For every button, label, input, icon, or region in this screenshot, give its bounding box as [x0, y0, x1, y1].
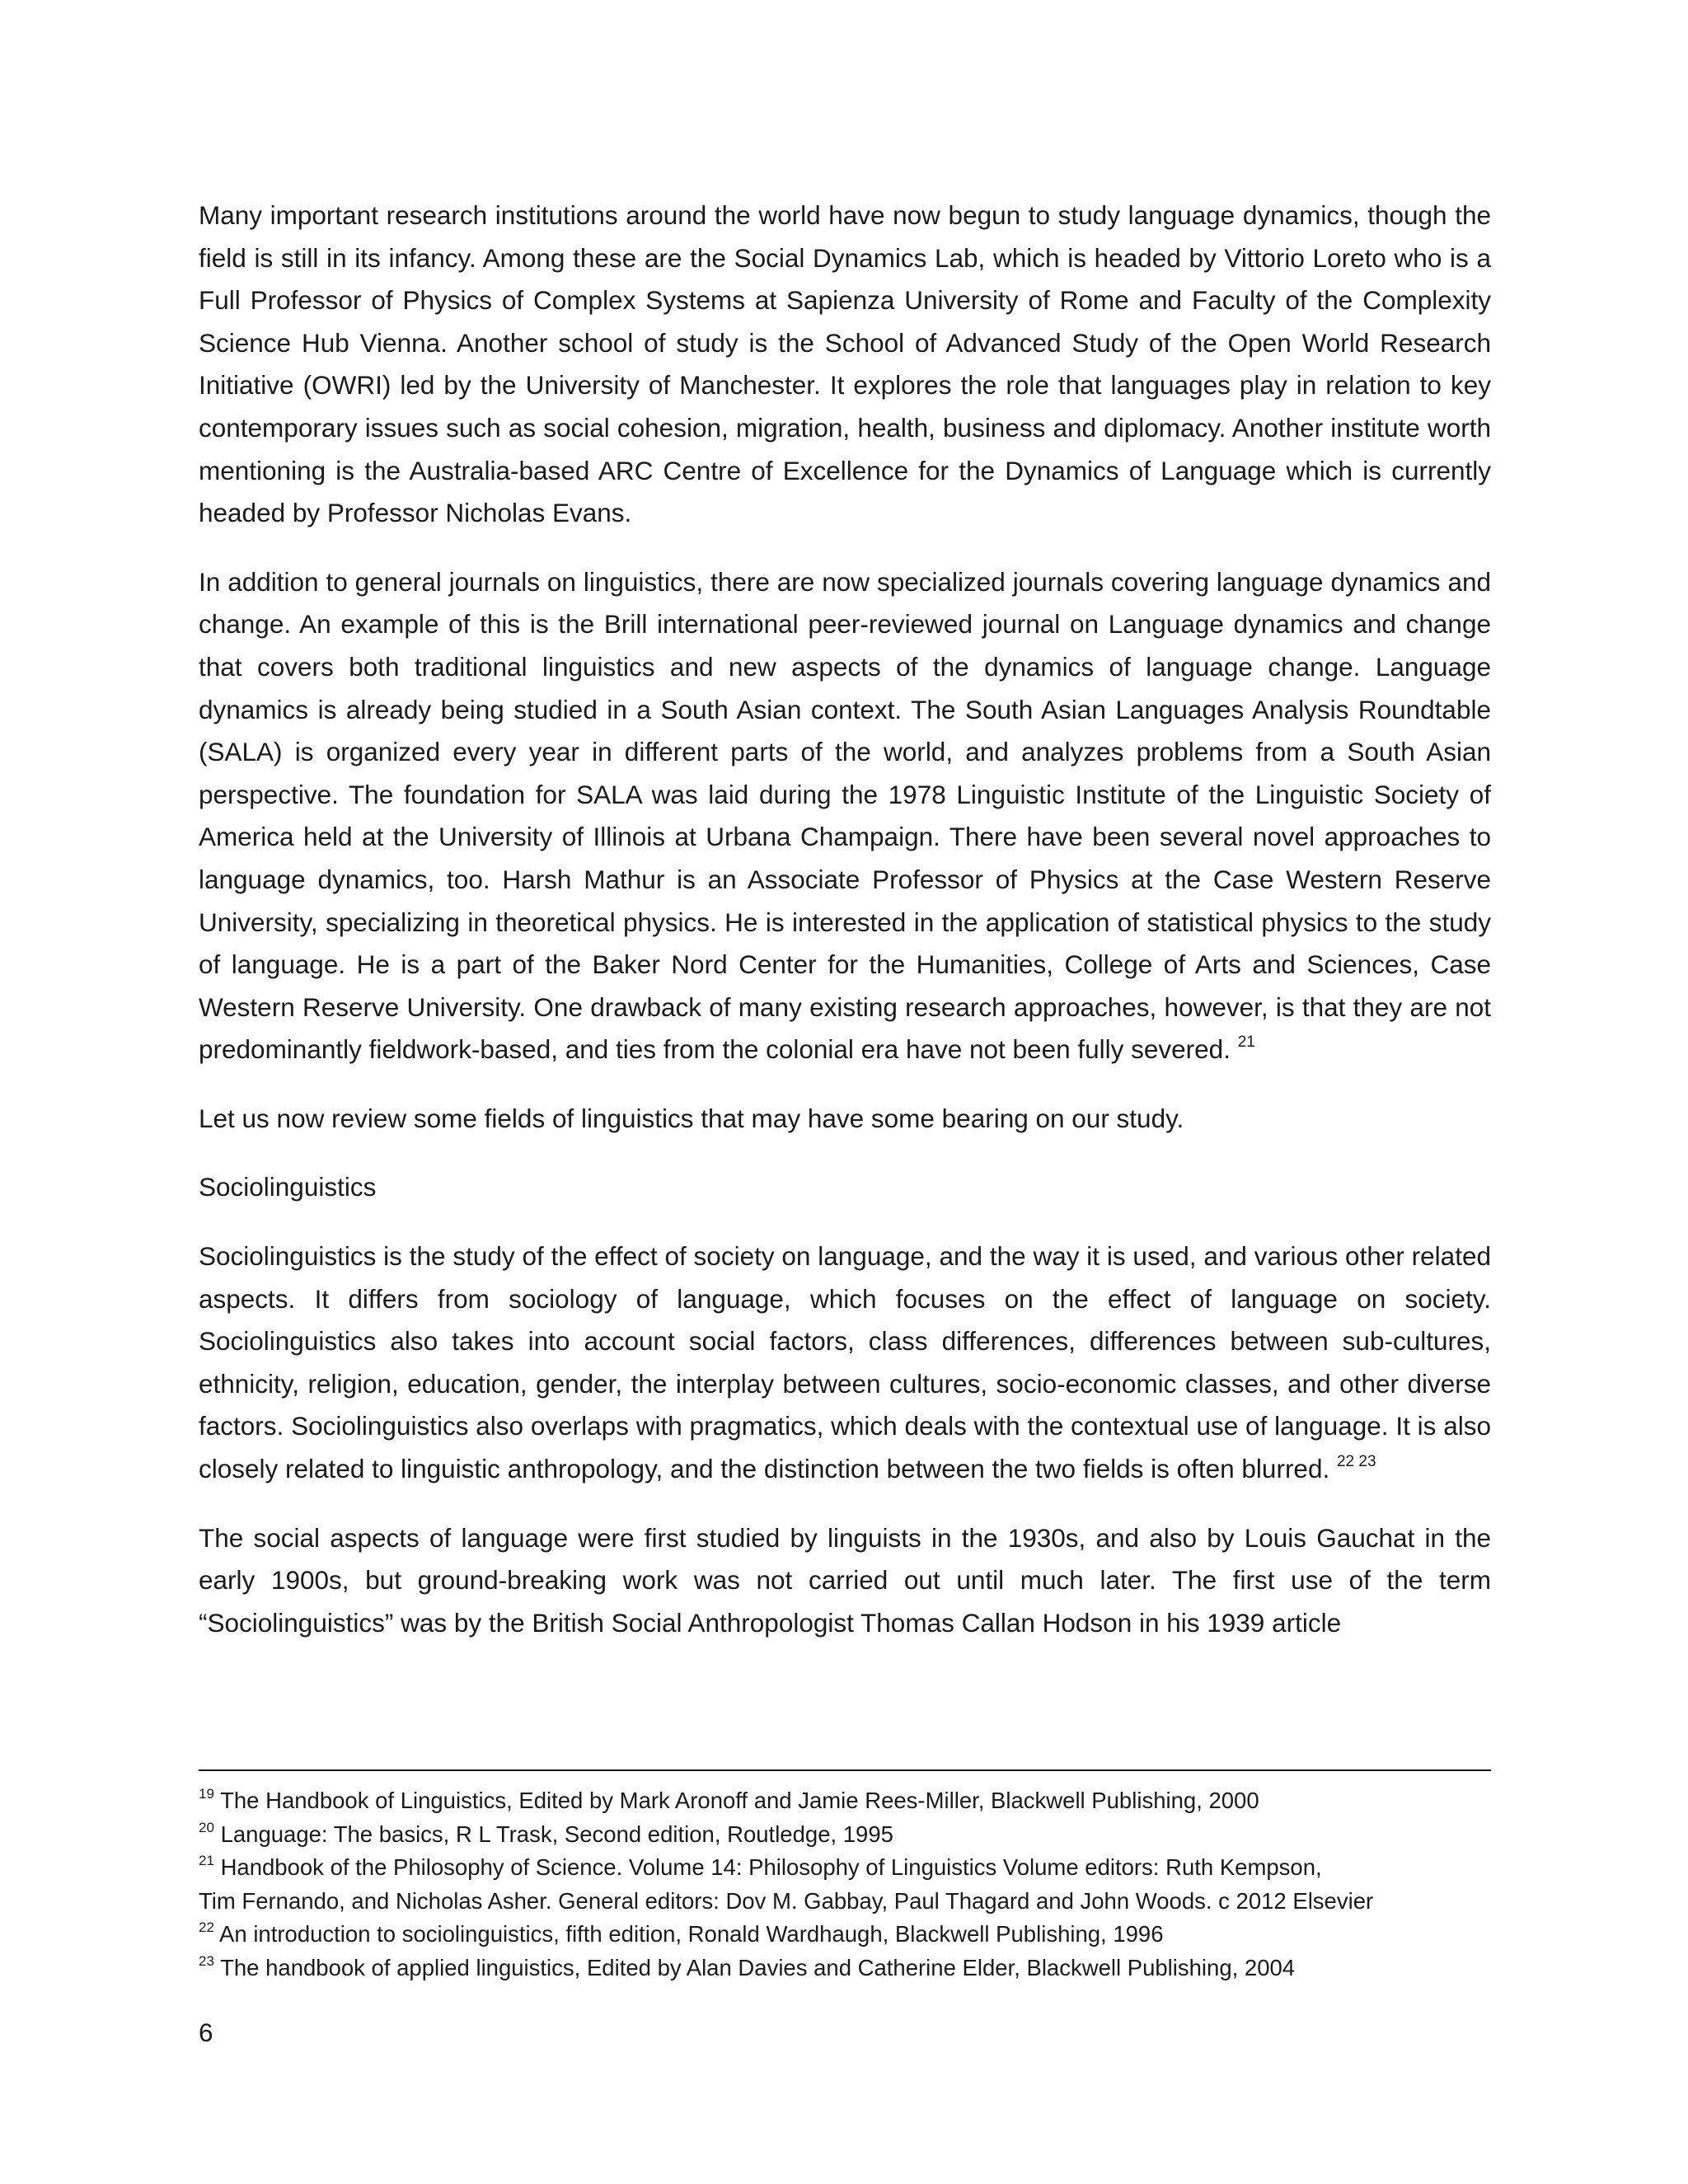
footnote-separator — [199, 1769, 1491, 1771]
footnote: $^{20}$ Language: The basics, R L Trask, Second edition, Routledge, 1995 — [199, 1819, 893, 1847]
footnotes — [199, 1784, 1501, 1985]
footnote-continuation: Tim Fernando, and Nicholas Asher. General editors: Dov M. Gabbay, Paul Thagard and John Woods. c 2012 Elsevier — [199, 1887, 1374, 1914]
paragraph-social-aspects-history: The social aspects of language were first studied by linguists in the 1930s, and also by Louis Gauchat in the early 1900s, but ground-breaking work was not carried out until much later. The first use of the term “Sociolinguistics” was by the British Social Anthropologist Thomas Callan Hodson in his 1939 article — [199, 1522, 1491, 1638]
footnote: $^{19}$ The Handbook of Linguistics, Edited by Mark Aronoff and Jamie Rees-Miller, Blackwell Publishing, 2000 — [199, 1786, 1259, 1813]
footnote-ref: 22 23 — [1336, 1452, 1376, 1470]
paragraph-review-intro: Let us now review some fields of linguistics that may have some bearing on our study. — [199, 1103, 1184, 1133]
paragraph-journals: In addition to general journals on linguistics, there are now specialized journals covering language dynamics and change. An example of this is the Brill international peer-reviewed journal on Language dynamics and change that covers both traditional linguistics and new aspects of the dynamics of language change. Language dynamics is already being studied in a South Asian context. The South Asian Languages Analysis Roundtable (SALA) is organized every year in different parts of the world, and analyzes problems from a South Asian perspective. The foundation for SALA was laid during the 1978 Linguistic Institute of the Linguistic Society of America held at the University of Illinois at Urbana Champaign. There have been several novel approaches to language dynamics, too. Harsh Mathur is an Associate Professor of Physics at the Case Western Reserve University, specializing in theoretical physics. He is interested in the application of statistical physics to the study of language. He is a part of the Baker Nord Center for the Humanities, College of Arts and Sciences, Case Western Reserve University. One drawback of many existing research approaches, however, is that they are not predominantly fieldwork-based, and ties from the colonial era have not been fully severed. $^{21}$ — [199, 566, 1491, 1065]
page-number: 6 — [199, 2018, 213, 2047]
paragraph-sociolinguistics-definition: Sociolinguistics is the study of the effect of society on language, and the way it is used, and various other related aspects. It differs from sociology of language, which focuses on the effect of language on society. Sociolinguistics also takes into account social factors, class differences, differences between sub-cultures, ethnicity, religion, education, gender, the interplay between cultures, socio-economic classes, and other diverse factors. Sociolinguistics also overlaps with pragmatics, which deals with the contextual use of language. It is also closely related to linguistic anthropology, and the distinction between the two fields is often blurred. $^{22 23}$ — [199, 1241, 1491, 1484]
footnote: $^{21}$ Handbook of the Philosophy of Science. Volume 14: Philosophy of Linguistics Volume editors: Ruth Kempson, — [199, 1853, 1322, 1881]
body-text — [199, 194, 1491, 1671]
paragraph-research-institutions: Many important research institutions around the world have now begun to study language dynamics, though the field is still in its infancy. Among these are the Social Dynamics Lab, which is headed by Vittorio Loreto who is a Full Professor of Physics of Complex Systems at Sapienza University of Rome and Faculty of the Complexity Science Hub Vienna. Another school of study is the School of Advanced Study of the Open World Research Initiative (OWRI) led by the University of Manchester. It explores the role that languages play in relation to key contemporary issues such as social cohesion, migration, health, business and diplomacy. Another institute worth mentioning is the Australia-based ARC Centre of Excellence for the Dynamics of Language which is currently headed by Professor Nicholas Evans. — [199, 200, 1491, 528]
footnote: $^{23}$ The handbook of applied linguistics, Edited by Alan Davies and Catherine Elder, Blackwell Publishing, 2004 — [199, 1953, 1296, 1980]
footnote-ref: 21 — [1237, 1033, 1255, 1052]
footnote: $^{22}$ An introduction to sociolinguistics, fifth edition, Ronald Wardhaugh, Blackwell Publishing, 1996 — [199, 1919, 1164, 1947]
section-heading-sociolinguistics: Sociolinguistics — [199, 1172, 377, 1202]
